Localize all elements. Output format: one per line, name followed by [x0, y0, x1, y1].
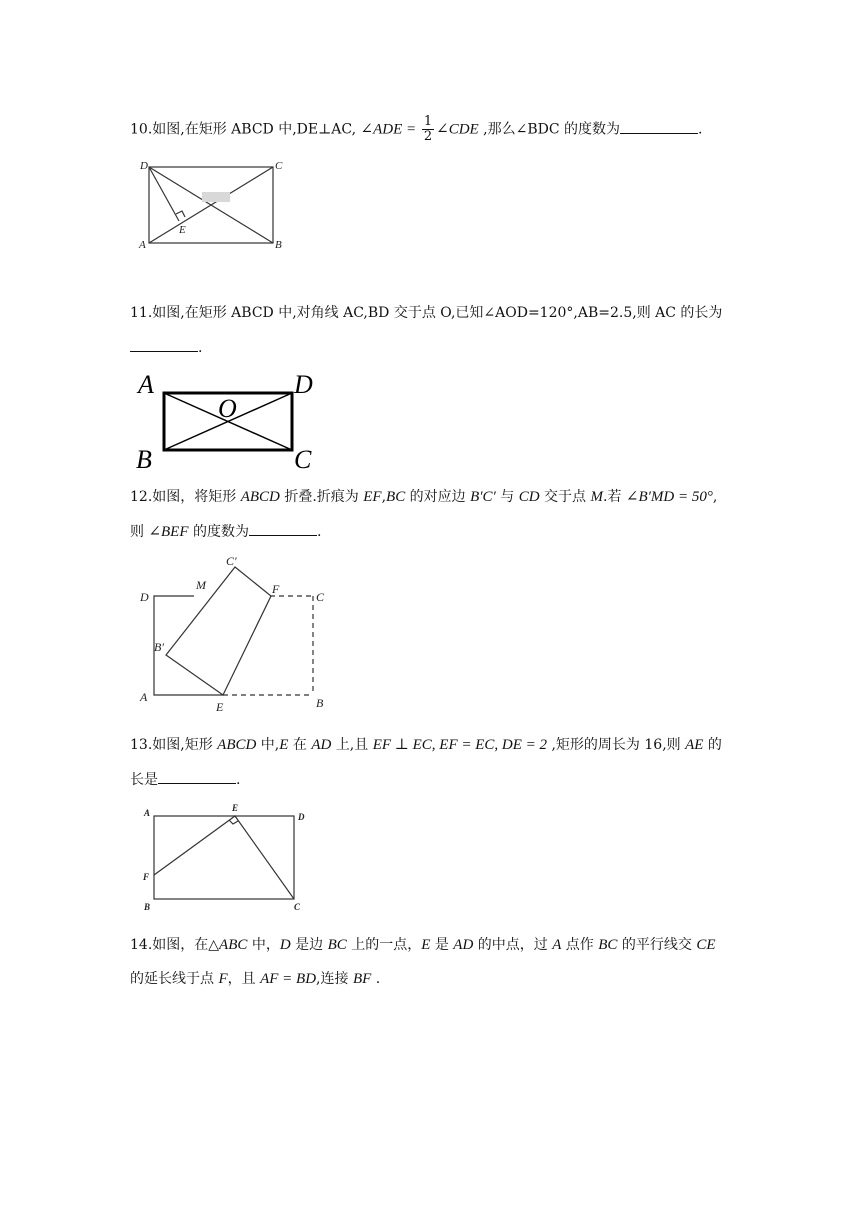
label-e: E — [179, 224, 186, 236]
label-b: B — [275, 239, 282, 251]
answer-blank-11[interactable] — [130, 337, 198, 352]
figure-q12-folded-rectangle — [130, 545, 340, 715]
question-14-text-line2: 的延长线于点 F，且 AF = BD,连接 BF . — [130, 971, 381, 987]
label-c: C — [294, 445, 312, 474]
answer-blank-12[interactable] — [249, 521, 317, 536]
question-14-text: 14.如图，在△ABC 中，D 是边 BC 上的一点，E 是 AD 的中点，过 A 点作 BC 的平行线交 CE — [130, 937, 716, 953]
label-a: A — [140, 690, 148, 704]
question-11-text-line2: . — [130, 337, 202, 358]
label-m: M — [196, 578, 206, 592]
answer-blank-10[interactable] — [620, 119, 698, 134]
question-12-text: 12.如图，将矩形 ABCD 折叠.折痕为 EF,BC 的对应边 B′C′ 与 CD 交于点 M.若 ∠B′MD = 50°, — [130, 489, 718, 505]
label-c: C — [275, 160, 283, 172]
label-f: F — [143, 872, 150, 882]
figure-q13-rectangle — [130, 800, 320, 918]
label-b: B — [144, 902, 151, 912]
angle-cde: ∠CDE — [436, 121, 479, 138]
question-13-text-line2: 长是 . — [130, 769, 240, 790]
label-a: A — [144, 808, 151, 818]
label-a: A — [139, 239, 146, 251]
label-c: C — [316, 590, 325, 604]
smudge-mark — [202, 192, 230, 202]
label-d: D — [140, 160, 148, 172]
figure-q11-rectangle — [130, 365, 330, 473]
label-b: B — [136, 445, 152, 474]
angle-ade: ∠ADE = — [360, 121, 420, 138]
label-e: E — [232, 803, 239, 813]
label-d: D — [298, 812, 305, 822]
figure-q10-rectangle — [130, 155, 290, 255]
question-13-text: 13.如图,矩形 ABCD 中,E 在 AD 上,且 EF ⊥ EC, EF = EC, DE = 2 ,矩形的周长为 16,则 AE 的 — [130, 737, 722, 753]
label-d: D — [140, 590, 149, 604]
question-12-text-line2: 则 ∠BEF 的度数为 . — [130, 521, 321, 542]
label-b: B — [316, 696, 324, 710]
answer-blank-13[interactable] — [158, 769, 236, 784]
question-10-text: 10.如图,在矩形 ABCD 中,DE⊥AC, ∠ADE = $\frac{1}{2}$ ∠CDE ,那么∠BDC 的度数为 . — [130, 114, 703, 144]
label-a: A — [138, 370, 154, 399]
label-c-prime: C′ — [226, 554, 237, 568]
fraction-half: $\frac{1}{2}$ — [423, 114, 433, 144]
label-f: F — [272, 582, 280, 596]
label-e: E — [216, 700, 224, 714]
question-11-text: 11.如图,在矩形 ABCD 中,对角线 AC,BD 交于点 O,已知∠AOD=120°,AB=2.5,则 AC 的长为 — [130, 305, 723, 321]
label-b-prime: B′ — [154, 640, 164, 654]
label-o: O — [218, 394, 237, 423]
label-c: C — [294, 902, 301, 912]
label-d: D — [294, 370, 313, 399]
